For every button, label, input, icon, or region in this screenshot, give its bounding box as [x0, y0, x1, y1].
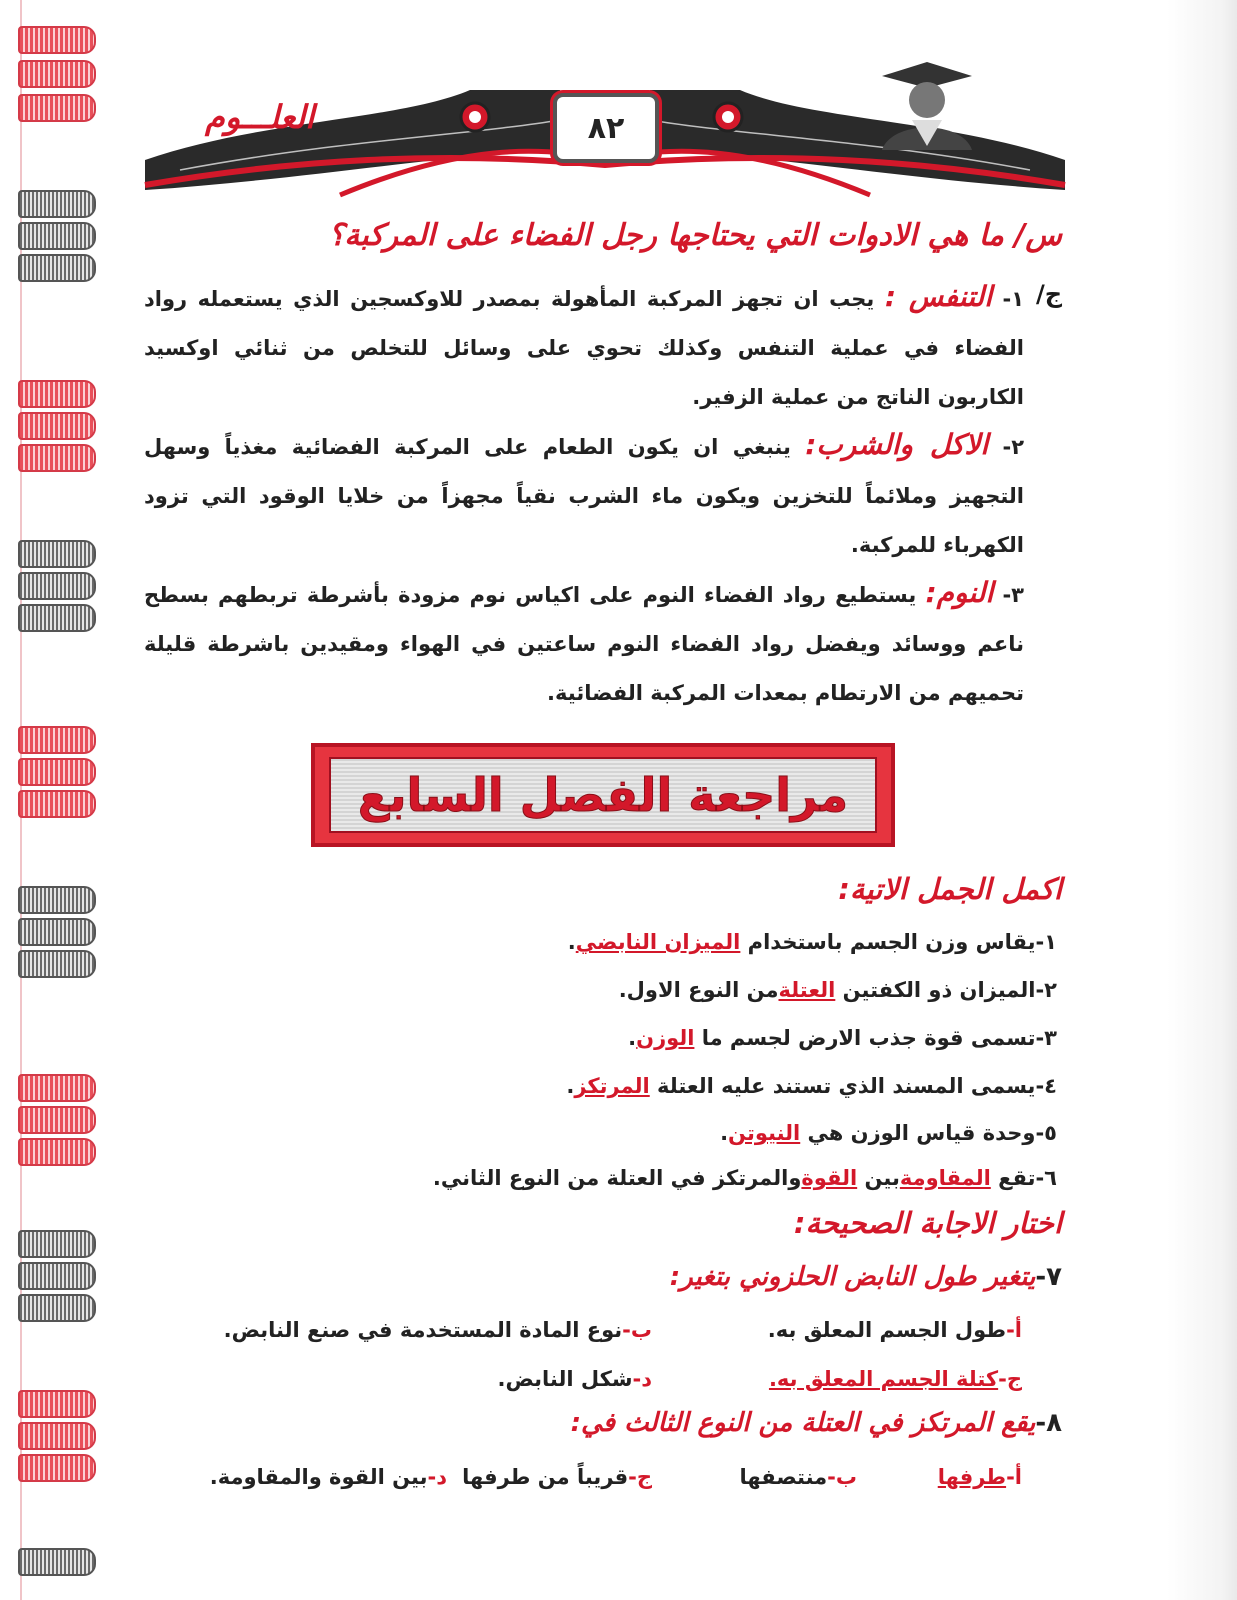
item-label: التنفس : [884, 280, 992, 313]
mcq-7-option-d: د-شكل النابض. [497, 1367, 652, 1391]
answer-item-1 [144, 272, 1024, 422]
answer-text: طرفها [937, 1465, 1007, 1489]
answer-text: الوزن [636, 1026, 695, 1050]
mcq-8-stem: ٨-يقع المرتكز في العتلة من النوع الثالث في: [570, 1408, 1062, 1438]
complete-item-2: ٢-الميزان ذو الكفتين العتلةمن النوع الاول. [618, 978, 1057, 1002]
item-text: يجب ان تجهز المركبة المأهولة بمصدر للاوكسجين الذي يستعمله رواد الفضاء في عملية التنفس وكذلك تحوي على وسائل للتخلص من ثنائي اوكسيد الكاربون الناتج من عملية الزفير. [144, 287, 1024, 409]
page-number-box [553, 93, 659, 163]
question-title: س/ ما هي الادوات التي يحتاجها رجل الفضاء على المركبة؟ [328, 218, 1062, 253]
item-text: ينبغي ان يكون الطعام على المركبة الفضائية مغذياً وسهل التجهيز وملائماً للتخزين ويكون ماء الشرب نقياً مجهزاً من خلايا الوقود التي تزود الكهرباء للمركبة. [144, 435, 1024, 557]
complete-item-3: ٣-تسمى قوة جذب الارض لجسم ما الوزن. [628, 1026, 1057, 1050]
choose-section-title: اختار الاجابة الصحيحة: [793, 1206, 1062, 1240]
mcq-8-option-b: ب-منتصفها [739, 1465, 857, 1489]
answer-text: كتلة الجسم المعلق به. [768, 1367, 999, 1391]
answer-text: القوة [801, 1166, 858, 1190]
complete-section-title: اكمل الجمل الاتية: [838, 872, 1062, 906]
item-label: النوم: [925, 576, 994, 609]
mcq-7-option-a: أ-طول الجسم المعلق به. [767, 1318, 1022, 1342]
answer-text: العتلة [778, 978, 836, 1002]
answer-text: النيوتن [728, 1121, 801, 1145]
answer-item-2 [144, 420, 1024, 570]
mcq-7-option-b: ب-نوع المادة المستخدمة في صنع النابض. [223, 1318, 652, 1342]
complete-item-1: ١-يقاس وزن الجسم باستخدام الميزان النابضي. [567, 930, 1057, 954]
item-number: ٢- [1002, 435, 1025, 459]
item-number: ١- [1002, 287, 1025, 311]
banner-title: مراجعة الفصل السابع [357, 768, 849, 822]
complete-item-5: ٥-وحدة قياس الوزن هي النيوتن. [720, 1121, 1057, 1145]
subject-title: العلـــوم [205, 98, 315, 136]
mcq-7-option-c: ج-كتلة الجسم المعلق به. [768, 1367, 1022, 1391]
answer-prefix: ج/ [1035, 280, 1062, 308]
mcq-7-stem: ٧-يتغير طول النابض الحلزوني بتغير: [669, 1262, 1062, 1292]
complete-item-6: ٦-تقع المقاومةبين القوةوالمرتكز في العتلة من النوع الثاني. [432, 1166, 1057, 1190]
graduate-icon [872, 58, 982, 150]
complete-item-4: ٤-يسمى المسند الذي تستند عليه العتلة المرتكز. [566, 1074, 1057, 1098]
item-number: ٣- [1002, 583, 1024, 607]
page-shadow [1167, 0, 1237, 1600]
item-label: الاكل والشرب: [805, 428, 989, 461]
page-number: ٨٢ [587, 110, 625, 146]
answer-text: المرتكز [574, 1074, 650, 1098]
mcq-8-option-a: أ-طرفها [937, 1465, 1022, 1489]
mcq-8-option-c: ج-قريباً من طرفها [462, 1465, 652, 1489]
chapter-review-banner [311, 743, 895, 847]
mcq-8-option-d: د-بين القوة والمقاومة. [209, 1465, 447, 1489]
answer-item-3 [144, 568, 1024, 718]
item-text: يستطيع رواد الفضاء النوم على اكياس نوم مزودة بأشرطة تربطهم بسطح ناعم ووسائد ويفضل رواد الفضاء النوم ساعتين في الهواء ومقيدين باشرطة قليلة تحميهم من الارتطام بمعدات المركبة الفضائية. [144, 583, 1024, 705]
answer-text: المقاومة [899, 1166, 991, 1190]
answer-text: الميزان النابضي [575, 930, 741, 954]
